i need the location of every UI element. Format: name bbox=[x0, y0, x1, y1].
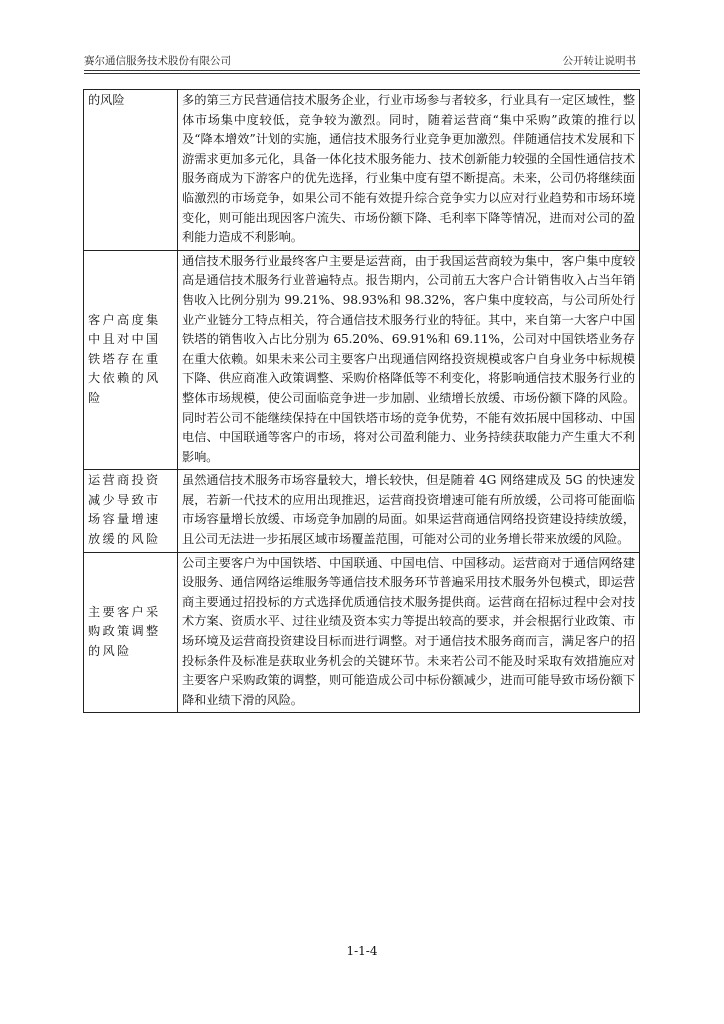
risk-category: 主要客户采购政策调整的风险 bbox=[84, 552, 178, 713]
risk-description: 虽然通信技术服务市场容量较大，增长较快，但是随着 4G 网络建成及 5G 的快速发展，若新一代技术的应用出现推迟，运营商投资增速可能有所放缓，公司将可能面临市场容量增长放缓、市场竞争加剧的局面。如果运营商通信网络投资建设持续放缓，且公司无法进一步拓展区域市场覆盖范围，可能对公司的业务增长带来放缓的风险。 bbox=[178, 470, 640, 552]
risk-table bbox=[83, 89, 640, 713]
risk-category: 运营商投资减少导致市场容量增速放缓的风险 bbox=[84, 470, 178, 552]
page-number: 1-1-4 bbox=[346, 944, 378, 958]
risk-category: 客户高度集中且对中国铁塔存在重大依赖的风险 bbox=[84, 250, 178, 470]
risk-description: 多的第三方民营通信技术服务企业，行业市场参与者较多，行业具有一定区域性，整体市场集中度较低，竞争较为激烈。同时，随着运营商“集中采购”政策的推行以及“降本增效”计划的实施，通信技术服务行业竞争更加激烈。伴随通信技术发展和下游需求更加多元化，具备一体化技术服务能力、技术创新能力较强的全国性通信技术服务商成为下游客户的优先选择，行业集中度有望不断提高。未来，公司仍将继续面临激烈的市场竞争，如果公司不能有效提升综合竞争实力以应对行业趋势和市场环境变化，则可能出现因客户流失、市场份额下降、毛利率下降等情况，进而对公司的盈利能力造成不利影响。 bbox=[178, 90, 640, 251]
risk-category: 的风险 bbox=[84, 90, 178, 251]
document-title: 公开转让说明书 bbox=[562, 55, 636, 67]
table-row bbox=[84, 470, 640, 552]
company-name: 赛尔通信服务技术股份有限公司 bbox=[84, 55, 231, 67]
table-row bbox=[84, 552, 640, 713]
risk-description: 通信技术服务行业最终客户主要是运营商，由于我国运营商较为集中，客户集中度较高是通信技术服务行业普遍特点。报告期内，公司前五大客户合计销售收入占当年销售收入比例分别为 99.21%、98.93%和 98.32%，客户集中度较高，与公司所处行业产业链分工特点相关，符合通信技术服务行业的特征。其中，来自第一大客户中国铁塔的销售收入占比分别为 65.20%、69.91%和 69.11%，公司对中国铁塔业务存在重大依赖。如果未来公司主要客户出现通信网络投资规模或客户自身业务中标规模下降、供应商准入政策调整、采购价格降低等不利变化，将影响通信技术服务行业的整体市场规模，使公司面临竞争进一步加剧、业绩增长放缓、市场份额下降的风险。同时若公司不能继续保持在中国铁塔市场的竞争优势，不能有效拓展中国移动、中国电信、中国联通等客户的市场，将对公司盈利能力、业务持续获取能力产生重大不利影响。 bbox=[178, 250, 640, 470]
table-row bbox=[84, 90, 640, 251]
page-header bbox=[84, 50, 640, 71]
risk-description: 公司主要客户为中国铁塔、中国联通、中国电信、中国移动。运营商对于通信网络建设服务、通信网络运维服务等通信技术服务环节普遍采用技术服务外包模式，即运营商主要通过招投标的方式选择优质通信技术服务提供商。运营商在招标过程中会对技术方案、资质水平、过往业绩及资本实力等提出较高的要求，并会根据行业政策、市场环境及运营商投资建设目标而进行调整。对于通信技术服务商而言，满足客户的招投标条件及标准是获取业务机会的关键环节。未来若公司不能及时采取有效措施应对主要客户采购政策的调整，则可能造成公司中标份额减少，进而可能导致市场份额下降和业绩下滑的风险。 bbox=[178, 552, 640, 713]
table-row bbox=[84, 250, 640, 470]
